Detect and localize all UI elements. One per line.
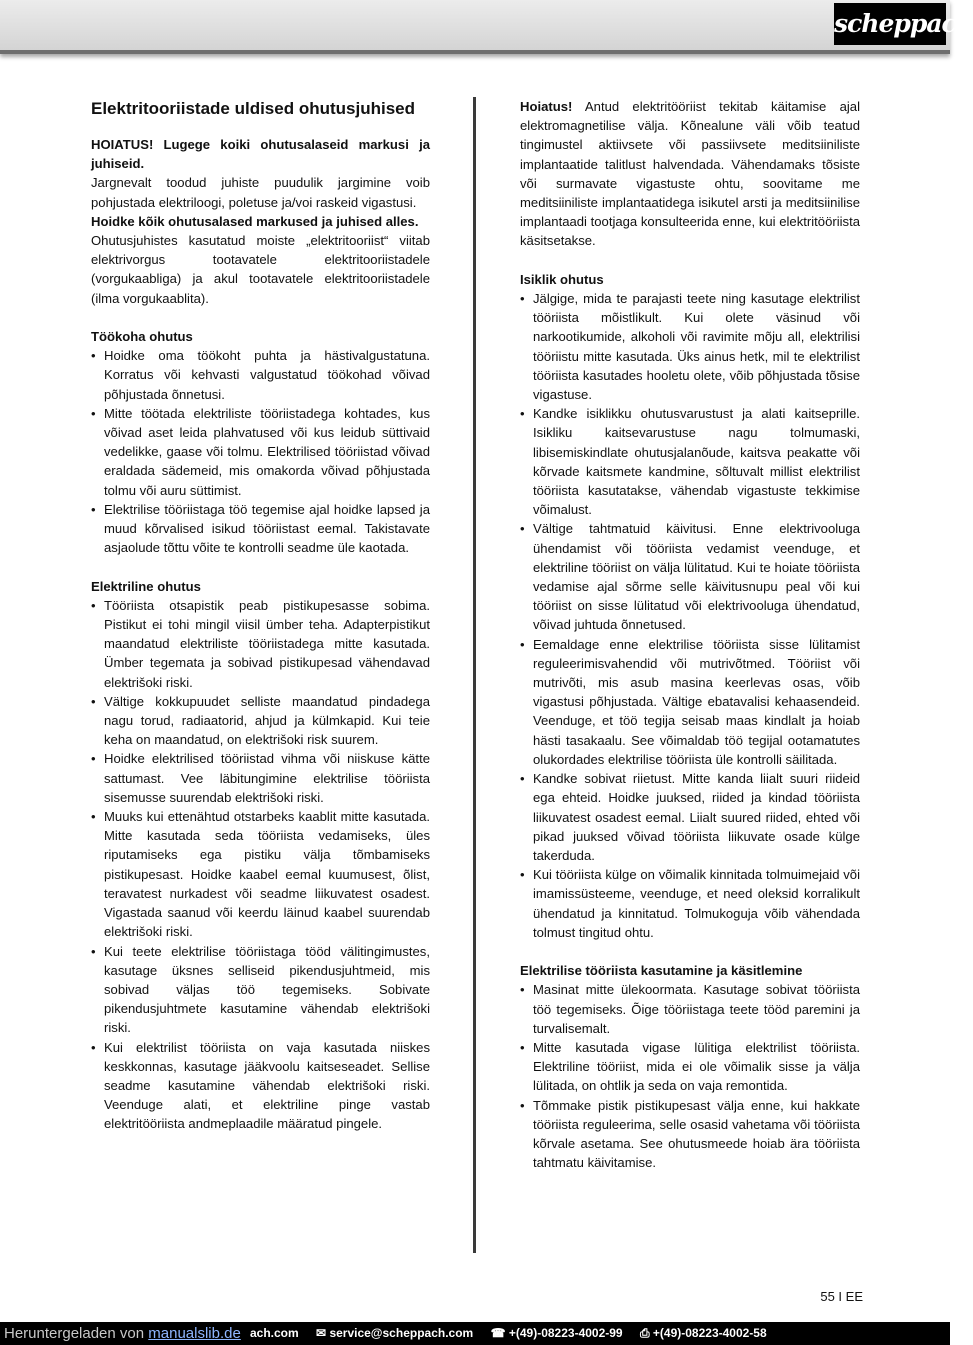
- download-notice: [4, 1322, 241, 1345]
- list-item: • Hoidke elektrilised tööriistad vihma või niiskuse kätte sattumast. Vee läbitungimine elektrilise tööriista sisemusse suurendab elektrišoki riski.: [91, 749, 430, 807]
- list-item: • Tõmmake pistik pistikupesast välja enne, kui hakkate tööriista reguleerima, selle osasid vahetama või tööriista kõrvale asetama. See ohutusmeede hoiab ära tööriista tahtmatu käivitamise.: [520, 1096, 860, 1173]
- electrical-list: [91, 596, 430, 1134]
- handling-heading: Elektrilise tööriista kasutamine ja käsitlemine: [520, 963, 803, 979]
- list-item: • Eemaldage enne elektrilise tööriista sisse lülitamist reguleerimisvahendid või mutrivõtmed. Tööriist või mutrivõti, mis asub masina keerlevas osas, võib vigastusi põhjustada. Vältige ebatavalisi kehaasendeid. Veenduge, et töö tegija seisab maas kindlalt ja hoiab hästi tasakaalu. See võimaldab töö tegijal ootamatutes olukordades elektrilise tööriista üle kontrolli säilitada.: [520, 635, 860, 769]
- column-divider: [473, 97, 476, 1253]
- keep-heading: Hoidke kõik ohutusalased markused ja juhised alles.: [91, 213, 419, 229]
- warning-text: Jargnevalt toodud juhiste puudulik jargimine voib pohjustada elektriloogi, poletuse ja/voi raskeid vigastusi.: [91, 175, 430, 210]
- list-item: • Mitte töötada elektriliste tööriistadega kohtades, kus võivad aset leida plahvatused või kus leidub süttivaid vedelikke, gaase või tolmu. Elektrilised tööriistad võivad eraldada sädemeid, mis omakorda võivad põhjustada tolmu või auru süttimist.: [91, 404, 430, 500]
- contact-info: [250, 1322, 767, 1345]
- workplace-list: [91, 346, 430, 557]
- header-bar: [0, 0, 973, 54]
- list-item: • Kui teete elektrilise tööriistaga tööd välitingimustes, kasutage üksnes selliseid pikendusjuhtmeid, mis sobivad väljas töö tegemiseks. Sobivate pikendusjuhtmete kasutamine vähendab elektrišoki riski.: [91, 942, 430, 1038]
- page-number: 55 I EE: [820, 1289, 863, 1304]
- page-title: Elektritooriistade uldised ohutusjuhised: [91, 99, 415, 118]
- hoiatus-text: Antud elektritööriist tekitab käitamise ajal elektromagnetilise välja. Kõnealune väli võib teatud tingimustel aktiivsete või passiivsete meditsiiniliste implantaatide talitlust halvendada. Vähendamaks tõsiste või surmavate vigastuste ohtu, soovitame me meditsiiniliste implantaatidega isikutel arsti ja meditsiinilise implantaadi tootjaga konsulteerida enne, kui elektritööriista käsitsetakse.: [520, 99, 860, 249]
- electrical-heading: Elektriline ohutus: [91, 578, 201, 594]
- list-item: • Kui tööriista külge on võimalik kinnitada tolmuimejaid või imamissüsteeme, veenduge, et need oleksid korralikult ühendatud ja kinnitatud. Tolmukoguja võib vähendada tolmust tingitud ohtu.: [520, 865, 860, 942]
- personal-heading: Isiklik ohutus: [520, 271, 604, 287]
- right-column: [520, 97, 860, 1172]
- keep-text: Ohutusjuhistes kasutatud moiste „elektritooriist“ viitab elektrivorgus tootavatele elektritooriistadele (vorgukaabliga) ja akul tootavatele elektritooriistadele (ilma vorgukaablita).: [91, 233, 430, 306]
- footer-bar: [0, 1322, 950, 1345]
- scheppach-logo: scheppach: [834, 3, 946, 45]
- download-prefix: Heruntergeladen von: [4, 1325, 149, 1342]
- list-item: • Jälgige, mida te parajasti teete ning kasutage elektrilist tööriista mõistlikult. Kui olete väsinud või narkootikumide, alkoholi või ravimite mõju all, elektrilisi tööriistu mitte kasutada. Üks ainus hetk, mil te elektrilist tööriista kasutades hooletu olete, võib põhjustada tõsise vigastuse.: [520, 289, 860, 404]
- email-text: service@scheppach.com: [329, 1326, 474, 1340]
- list-item: • Mitte kasutada vigase lülitiga elektrilist tööriista. Elektriline tööriist, mida ei ole võimalik sisse ja välja lülitada, on ohtlik ja seda on vaja remontida.: [520, 1038, 860, 1096]
- hoiatus-paragraph: [520, 97, 860, 251]
- manualslib-link[interactable]: manualslib.de: [148, 1325, 241, 1342]
- list-item: • Masinat mitte ülekoormata. Kasutage sobivat tööriista töö tegemiseks. Õige tööriistaga teete tööd paremini ja turvalisemalt.: [520, 980, 860, 1038]
- fax-icon: ⎙: [639, 1326, 650, 1340]
- workplace-heading: Töökoha ohutus: [91, 329, 193, 345]
- list-item: • Vältige kokkupuudet selliste maandatud pindadega nagu torud, radiaatorid, ahjud ja külmkapid. Kui teie keha on maandatud, on elektrišoki risk suurem.: [91, 692, 430, 750]
- phone-text: +(49)-08223-4002-99: [508, 1326, 623, 1340]
- personal-list: [520, 289, 860, 942]
- list-item: • Muuks kui ettenähtud otstarbeks kaablit mitte kasutada. Mitte kasutada seda tööriista vedamiseks, üles riputamiseks ega pistiku välja tõmbamiseks pistikupesast. Hoidke kaabel eemal kuumusest, õlist, teravatest nurkadest või seadme liikuvatest osadest. Vigastada saanud või keerdu läinud kaabel suurendab elektrišoki riski.: [91, 807, 430, 941]
- warning-heading: HOIATUS! Lugege koiki ohutusalaseid markusi ja juhiseid.: [91, 137, 430, 172]
- list-item: • Vältige tahtmatuid käivitusi. Enne elektrivooluga ühendamist või tööriista vedamist veenduge, et elektriline tööriist on välja lülitatud. Kui te hoiate tööriista vedamise ajal sõrme selle käivitusnupu peal või kui tööriist on sisse lülitatud või elektrivooluga ühendatud, võivad juhtuda õnnetused.: [520, 519, 860, 634]
- list-item: • Kui elektrilist tööriista on vaja kasutada niiskes keskkonnas, kasutage jääkvoolu kaitseseadet. Sellise seadme kasutamine vähendab elektrišoki riski. Veenduge alati, et elektriline pinge vastab elektritööriista andmeplaadile määratud pingele.: [91, 1038, 430, 1134]
- phone-icon: ☎: [490, 1326, 506, 1340]
- hoiatus-label: Hoiatus!: [520, 99, 573, 114]
- handling-list: [520, 980, 860, 1172]
- list-item: • Hoidke oma töökoht puhta ja hästivalgustatuna. Korratus või kehvasti valgustatud töökohad võivad põhjustada õnnetusi.: [91, 346, 430, 404]
- email-icon: ✉: [316, 1326, 327, 1340]
- list-item: • Kandke sobivat riietust. Mitte kanda liialt suuri riideid ega ehteid. Hoidke juuksed, riided ja kindad tööriista liikuvatest osadest eemal. Liialt suured riided, ehted või pikad juuksed võivad tööriista liikuvate osade külge takerduda.: [520, 769, 860, 865]
- fax-text: +(49)-08223-4002-58: [652, 1326, 767, 1340]
- list-item: • Elektrilise tööriistaga töö tegemise ajal hoidke lapsed ja muud kõrvalised isikud tööriistast eemal. Takistavate asjaolude tõttu võite te kontrolli seadme üle kaotada.: [91, 500, 430, 558]
- left-column: [91, 97, 430, 1134]
- list-item: • Kandke isiklikku ohutusvarustust ja alati kaitseprille. Isikliku kaitsevarustuse nagu tolmumaski, libisemiskindlate ohutusjalanõude, kaitsva peakatte või kõrvade kaitsmete kandmine, sõltuvalt millist elektrilist tööriista kasutatakse, vähendab vigastuste tekkimise võimalust.: [520, 404, 860, 519]
- web-text: ach.com: [250, 1326, 299, 1340]
- list-item: • Tööriista otsapistik peab pistikupesasse sobima. Pistikut ei tohi mingil viisil ümber teha. Adapterpistikut maandatud elektriliste tööriistadega mitte kasutada. Ümber tegemata ja sobivad pistikupesad vähendavad elektrišoki riski.: [91, 596, 430, 692]
